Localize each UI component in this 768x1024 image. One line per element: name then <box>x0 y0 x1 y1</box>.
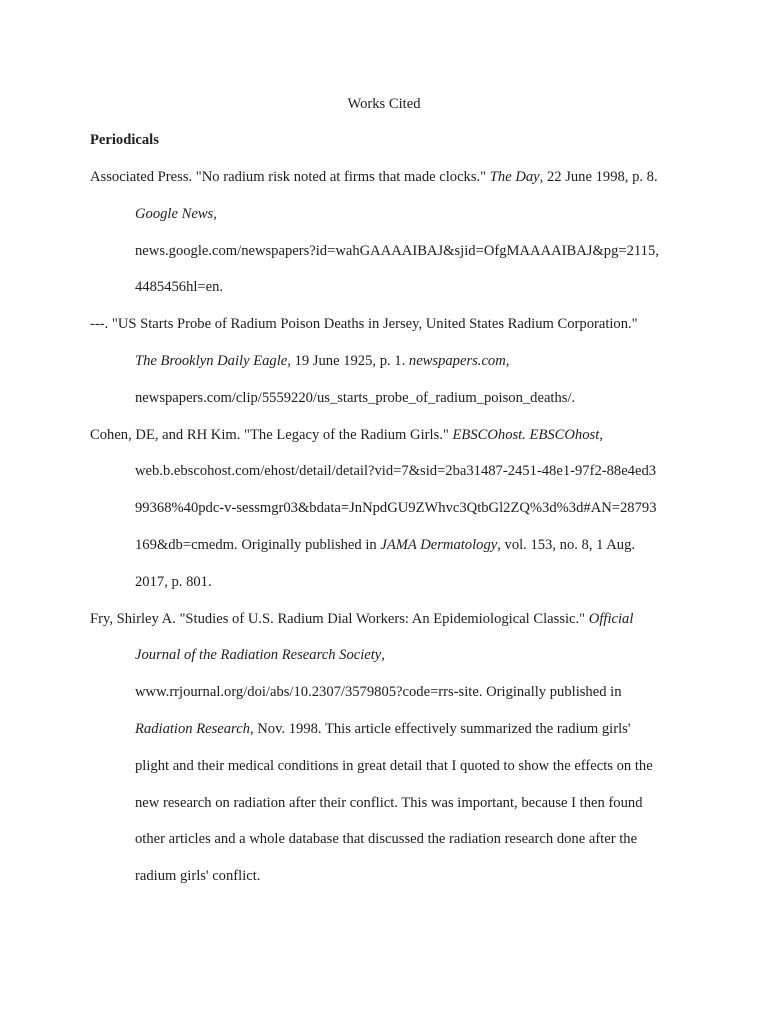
citation-text: , 22 June 1998, p. 8. <box>539 169 658 185</box>
citation-first-line <box>90 315 638 333</box>
citation-continuation-line <box>135 389 575 407</box>
italic-text: Radiation Research <box>135 721 250 737</box>
italic-text: Official <box>588 610 634 627</box>
citation-text: web.b.ebscohost.com/ehost/detail/detail?vid=7&sid=2ba31487-2451-48e1-97f2-88e4ed3 <box>135 463 657 480</box>
citation-continuation-line <box>135 646 385 664</box>
citation-text: news.google.com/newspapers?id=wahGAAAAIBAJ&sjid=OfgMAAAAIBAJ&pg=2115, <box>135 242 659 259</box>
citation-continuation-line <box>135 830 637 848</box>
page-title: Works Cited <box>347 96 421 112</box>
citation-continuation-line <box>135 242 659 260</box>
citation-text: 169&db=cmedm. Originally published in <box>135 537 381 553</box>
citation-text: newspapers.com/clip/5559220/us_starts_probe_of_radium_poison_deaths/. <box>135 389 576 406</box>
citation-continuation-line <box>135 867 260 885</box>
citation-text: 4485456hl=en. <box>135 279 224 296</box>
italic-text: Google News <box>135 205 214 222</box>
italic-text: JAMA Dermatology <box>380 537 498 553</box>
citation-text: plight and their medical conditions in great detail that I quoted to show the effects on the <box>135 757 653 774</box>
citation-first-line <box>90 610 633 628</box>
citation-text: 99368%40pdc-v-sessmgr03&bdata=JnNpdGU9ZWhvc3QtbGl2ZQ%3d%3d#AN=28793 <box>135 500 657 517</box>
citation-text: new research on radiation after their conflict. This was important, because I then found <box>135 794 643 811</box>
citation-text: Associated Press. "No radium risk noted at firms that made clocks." <box>90 169 490 185</box>
citation-text: , <box>599 426 603 443</box>
citation-continuation-line <box>135 720 630 738</box>
citation-text: , vol. 153, no. 8, 1 Aug. <box>497 537 636 553</box>
citation-text: , <box>381 647 385 664</box>
citation-text: Cohen, DE, and RH Kim. "The Legacy of the Radium Girls." <box>90 426 453 443</box>
citation-continuation-line <box>135 757 653 775</box>
citation-continuation-line <box>135 683 622 701</box>
italic-text: newspapers.com <box>408 353 506 369</box>
citation-text: www.rrjournal.org/doi/abs/10.2307/3579805?code=rrs-site. Originally published in <box>135 684 622 701</box>
citation-text: , <box>213 205 217 222</box>
citation-continuation-line <box>135 573 212 591</box>
italic-text: The Day <box>489 169 540 185</box>
citation-first-line <box>90 426 603 444</box>
citation-text: ---. "US Starts Probe of Radium Poison Deaths in Jersey, United States Radium Corporation." <box>90 316 638 333</box>
citation-continuation-line <box>135 794 643 812</box>
citation-first-line <box>90 168 658 186</box>
italic-text: EBSCOhost. EBSCOhost <box>452 426 600 443</box>
citation-text: , 19 June 1925, p. 1. <box>287 353 409 369</box>
citation-text: radium girls' conflict. <box>135 868 261 885</box>
citation-text: , Nov. 1998. This article effectively summarized the radium girls' <box>249 721 631 737</box>
citation-continuation-line <box>135 499 657 517</box>
citation-text: 2017, p. 801. <box>135 573 212 590</box>
citation-continuation-line <box>135 352 509 370</box>
section-heading: Periodicals <box>90 132 159 148</box>
citation-continuation-line <box>135 462 656 480</box>
citation-text: Fry, Shirley A. "Studies of U.S. Radium Dial Workers: An Epidemiological Classic." <box>90 610 589 627</box>
italic-text: Journal of the Radiation Research Society <box>135 647 382 664</box>
citation-continuation-line <box>135 536 635 554</box>
citation-continuation-line <box>135 278 223 296</box>
citation-text: , <box>505 353 510 369</box>
italic-text: The Brooklyn Daily Eagle <box>135 353 288 369</box>
citation-text: other articles and a whole database that discussed the radiation research done after the <box>135 831 638 848</box>
citation-continuation-line <box>135 205 217 223</box>
